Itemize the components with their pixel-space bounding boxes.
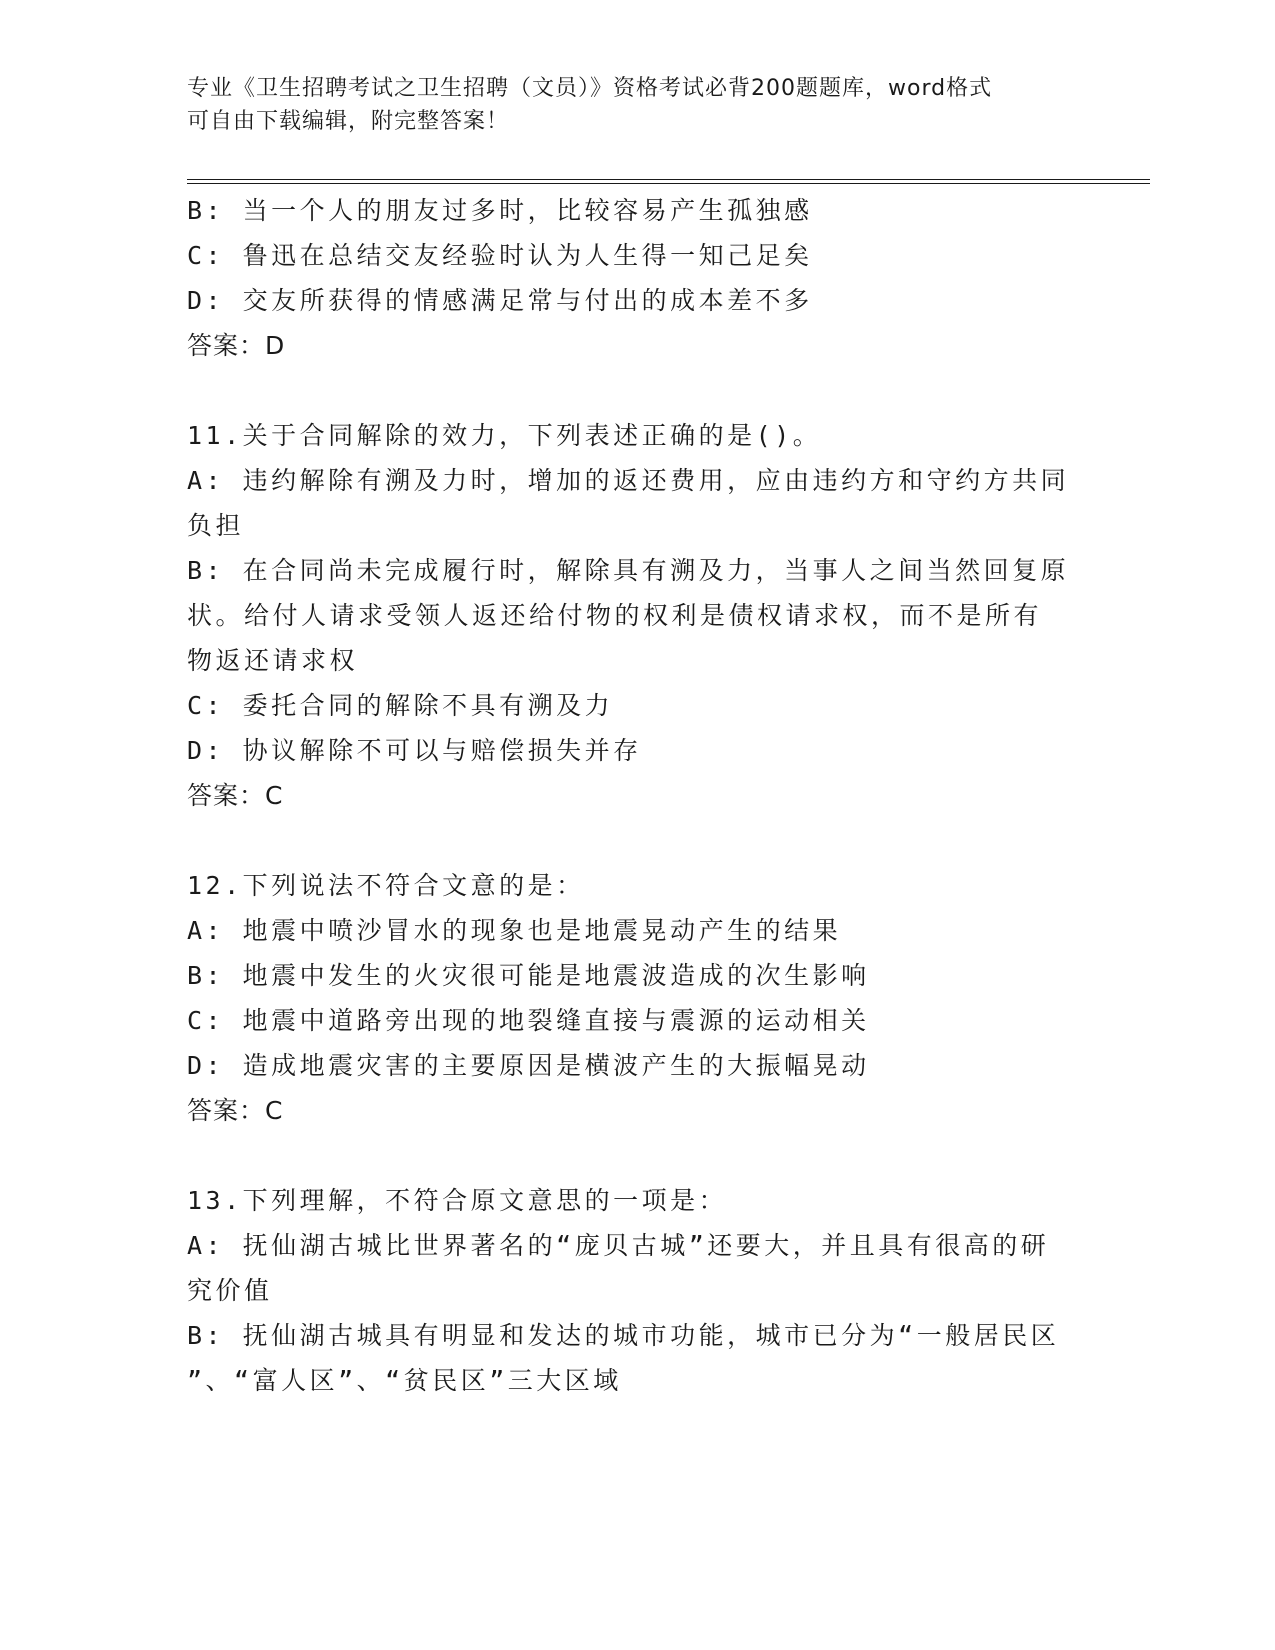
option-b: B: 当一个人的朋友过多时，比较容易产生孤独感 [187,196,813,225]
option-b-cont: ”、“富人区”、“贫民区”三大区域 [187,1366,622,1395]
question-list [187,188,1087,1403]
answer: 答案：C [187,1096,284,1125]
option-b-cont: 状。给付人请求受领人返还给付物的权利是债权请求权，而不是所有 [187,601,1043,630]
question-text: 13.下列理解，不符合原文意思的一项是： [187,1186,728,1215]
option-a: A: 抚仙湖古城比世界著名的“庞贝古城”还要大，并且具有很高的研 [187,1231,1050,1260]
answer: 答案：C [187,781,284,810]
question-12 [187,863,1087,1133]
answer: 答案：D [187,331,286,360]
spacer [187,818,1087,863]
option-a-cont: 负担 [187,511,245,540]
header-line-2: 可自由下载编辑，附完整答案！ [187,109,510,134]
header-divider-bottom [187,183,1150,184]
option-a-cont: 究价值 [187,1276,273,1305]
option-b-cont: 物返还请求权 [187,646,359,675]
option-c: C: 地震中道路旁出现的地裂缝直接与震源的运动相关 [187,1006,870,1035]
option-d: D: 造成地震灾害的主要原因是横波产生的大振幅晃动 [187,1051,870,1080]
option-b: B: 抚仙湖古城具有明显和发达的城市功能，城市已分为“一般居民区 [187,1321,1060,1350]
option-c: C: 委托合同的解除不具有溯及力 [187,691,614,720]
question-text: 12.下列说法不符合文意的是： [187,871,585,900]
header-line-1: 专业《卫生招聘考试之卫生招聘（文员）》资格考试必背200题题库，word格式 [187,76,993,101]
document-header [187,72,1087,138]
header-divider-top [187,179,1150,180]
option-b: B: 地震中发生的火灾很可能是地震波造成的次生影响 [187,961,870,990]
question-13 [187,1178,1087,1403]
option-a: A: 地震中喷沙冒水的现象也是地震晃动产生的结果 [187,916,842,945]
option-a: A: 违约解除有溯及力时，增加的返还费用，应由违约方和守约方共同 [187,466,1070,495]
option-b: B: 在合同尚未完成履行时，解除具有溯及力，当事人之间当然回复原 [187,556,1070,585]
option-d: D: 协议解除不可以与赔偿损失并存 [187,736,642,765]
question-11 [187,413,1087,818]
spacer [187,368,1087,413]
option-d: D: 交友所获得的情感满足常与付出的成本差不多 [187,286,813,315]
question-text: 11.关于合同解除的效力，下列表述正确的是()。 [187,421,822,450]
question-10-tail [187,188,1087,368]
spacer [187,1133,1087,1178]
option-c: C: 鲁迅在总结交友经验时认为人生得一知己足矣 [187,241,813,270]
